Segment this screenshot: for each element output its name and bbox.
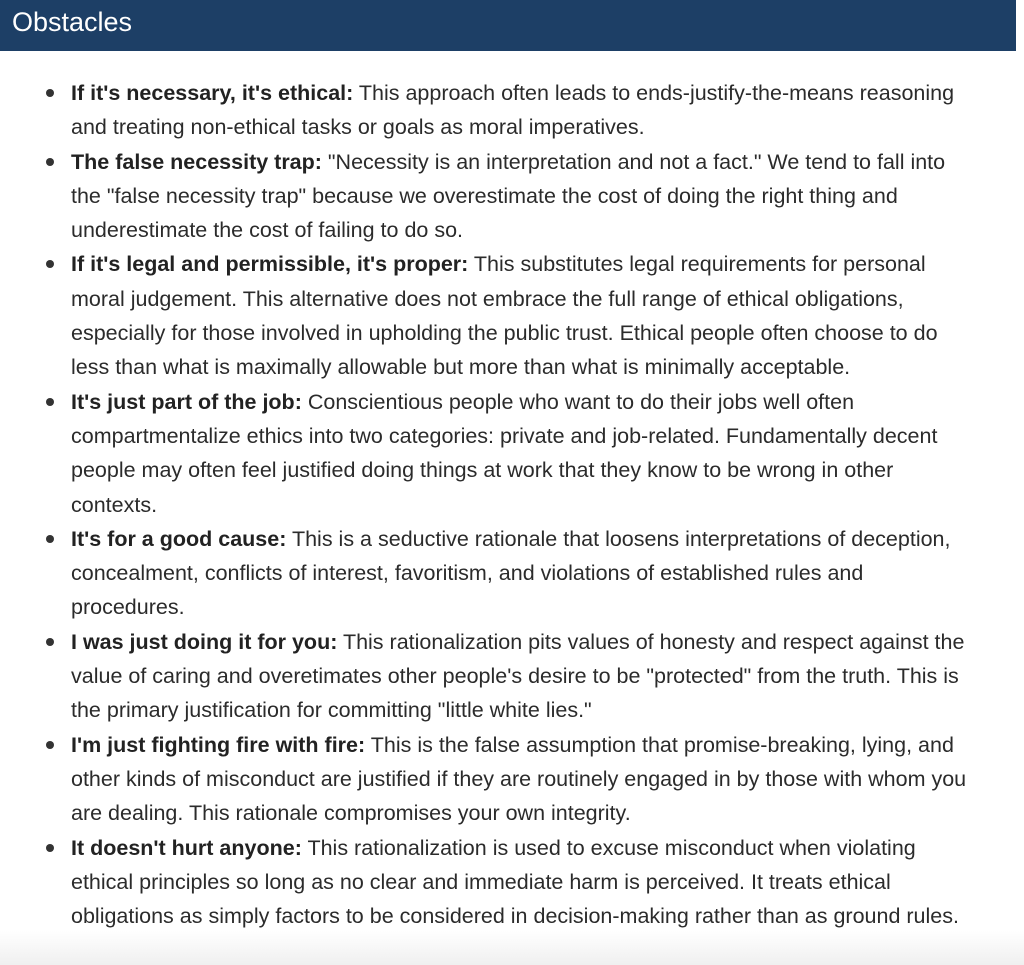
item-term: It's for a good cause: — [71, 526, 287, 551]
bullet-icon — [46, 844, 54, 852]
bullet-icon — [46, 398, 54, 406]
list-item — [71, 831, 1016, 934]
list-item — [71, 145, 1016, 248]
list-item — [71, 385, 1016, 522]
item-description: This is the false assumption that promise-breaking, lying, and other kinds of misconduct are justified if they are routinely engaged in by those with whom you are dealing. This rationale compromises your own integrity. — [71, 732, 967, 826]
item-term: It's just part of the job: — [71, 389, 302, 414]
bullet-icon — [46, 535, 54, 543]
section-title: Obstacles — [12, 7, 133, 37]
item-term: The false necessity trap: — [71, 149, 322, 174]
item-description: This rationalization is used to excuse misconduct when violating ethical principles so long as no clear and immediate harm is perceived. It treats ethical obligations as simply factors to be considered in decision-making rather than as ground rules. — [71, 835, 959, 929]
list-item — [71, 76, 1016, 145]
item-description: This substitutes legal requirements for personal moral judgement. This alternative does not embrace the full range of ethical obligations, especially for those involved in upholding the public trust. Ethical people often choose to do less than what is maximally allowable but more than what is minimally acceptable. — [71, 252, 938, 380]
section-header — [0, 0, 1016, 51]
item-description: "Necessity is an interpretation and not a fact." We tend to fall into the "false necessity trap" because we overestimate the cost of doing the right thing and underestimate the cost of failing to do so. — [71, 149, 946, 243]
list-item — [71, 247, 1016, 384]
item-description: This rationalization pits values of honesty and respect against the value of caring and overetimates other people's desire to be "protected" from the truth. This is the primary justification for committing "little white lies." — [71, 629, 965, 723]
item-term: It doesn't hurt anyone: — [71, 835, 302, 860]
item-description: This is a seductive rationale that loosens interpretations of deception, concealment, conflicts of interest, favoritism, and violations of established rules and procedures. — [71, 526, 951, 620]
item-description: This approach often leads to ends-justify-the-means reasoning and treating non-ethical tasks or goals as moral imperatives. — [71, 81, 955, 140]
list-item — [71, 728, 1016, 831]
list-item — [71, 625, 1016, 728]
item-description: Conscientious people who want to do their jobs well often compartmentalize ethics into two categories: private and job-related. Fundamentally decent people may often feel justified doing things at work that they know to be wrong in other contexts. — [71, 389, 938, 517]
bullet-icon — [46, 741, 54, 749]
obstacles-content — [0, 76, 1016, 933]
bullet-icon — [46, 158, 54, 166]
bullet-icon — [46, 89, 54, 97]
bottom-fade — [0, 931, 1024, 965]
item-term: If it's necessary, it's ethical: — [71, 81, 354, 105]
item-term: If it's legal and permissible, it's proper: — [71, 252, 469, 277]
bullet-icon — [46, 638, 54, 646]
bullet-icon — [46, 260, 54, 268]
obstacles-list — [0, 76, 1016, 933]
item-term: I was just doing it for you: — [71, 629, 338, 654]
list-item — [71, 522, 1016, 625]
item-term: I'm just fighting fire with fire: — [71, 732, 366, 757]
